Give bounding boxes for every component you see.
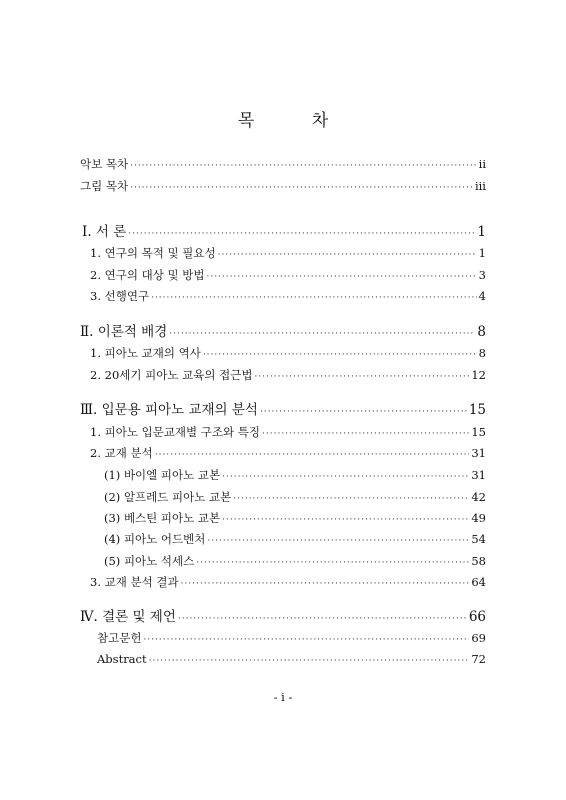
toc-entry-score-list [80, 156, 486, 172]
page-number: - i - [273, 690, 293, 704]
toc-section-page: 31 [471, 446, 486, 460]
toc-title: 목 차 [237, 111, 355, 131]
toc-section-page: 3 [478, 268, 486, 282]
dot-leader [206, 272, 476, 282]
toc-section-label: 3. 교재 분석 결과 [90, 575, 179, 589]
toc-entry-figure-list [80, 178, 486, 194]
toc-subsection [104, 553, 486, 569]
toc-chapter-3 [80, 398, 486, 418]
toc-section-page: 1 [478, 246, 486, 260]
toc-subsection-label: (1) 바이엘 피아노 교본 [104, 468, 221, 482]
dot-leader [222, 515, 469, 525]
toc-chapter-page: 15 [468, 402, 486, 418]
toc-chapter-label: Ⅳ. 결론 및 제언 [80, 609, 176, 625]
toc-section-page: 64 [471, 575, 486, 589]
toc-entry-label: 악보 목차 [80, 157, 129, 171]
toc-chapter-1 [82, 220, 486, 240]
toc-subsection-page: 49 [471, 511, 486, 525]
toc-section-page: 4 [478, 289, 486, 303]
toc-subsection [104, 531, 486, 547]
toc-chapter-label: Ⅱ. 이론적 배경 [80, 324, 168, 340]
dot-leader [151, 293, 477, 303]
toc-section-page: 72 [471, 652, 486, 666]
toc-section-label: 2. 20세기 피아노 교육의 접근법 [90, 368, 253, 382]
toc-subsection [104, 467, 486, 483]
toc-chapter-page: 1 [477, 224, 486, 240]
toc-subsection-label: (2) 알프레드 피아노 교본 [104, 490, 232, 504]
toc-section-label: 1. 피아노 교재의 역사 [90, 346, 201, 360]
toc-section-references [97, 630, 486, 646]
dot-leader [149, 656, 470, 666]
dot-leader [196, 558, 469, 568]
toc-chapter-4 [80, 605, 486, 625]
toc-subsection [104, 510, 486, 526]
toc-entry-label: 그림 목차 [80, 179, 129, 193]
dot-leader [260, 407, 467, 417]
dot-leader [130, 183, 473, 193]
toc-section [90, 245, 486, 261]
toc-section [90, 445, 486, 461]
toc-section [90, 574, 486, 590]
toc-chapter-label: Ⅲ. 입문용 피아노 교재의 분석 [80, 402, 258, 418]
toc-section [90, 424, 486, 440]
toc-section-label: Abstract [97, 652, 147, 666]
dot-leader [218, 250, 477, 260]
toc-section-label: 참고문헌 [97, 631, 142, 645]
toc-section-label: 1. 연구의 목적 및 필요성 [90, 246, 216, 260]
toc-subsection-page: 31 [471, 468, 486, 482]
toc-subsection-page: 58 [471, 554, 486, 568]
dot-leader [128, 229, 475, 239]
dot-leader [254, 372, 469, 382]
toc-subsection-label: (3) 베스틴 피아노 교본 [104, 511, 221, 525]
dot-leader [233, 494, 469, 504]
toc-section [90, 345, 486, 361]
dot-leader [155, 450, 470, 460]
toc-chapter-2 [80, 320, 486, 340]
toc-section-page: 8 [478, 346, 486, 360]
toc-section [90, 367, 486, 383]
dot-leader [169, 329, 475, 339]
toc-chapter-label: Ⅰ. 서 론 [82, 224, 127, 240]
dot-leader [222, 472, 469, 482]
toc-subsection-page: 42 [471, 490, 486, 504]
dot-leader [207, 536, 469, 546]
toc-section-label: 1. 피아노 입문교재별 구조와 특징 [90, 425, 261, 439]
toc-subsection-page: 54 [471, 532, 486, 546]
dot-leader [181, 579, 470, 589]
toc-section-abstract [97, 652, 486, 666]
toc-section-label: 3. 선행연구 [90, 289, 150, 303]
toc-section [90, 288, 486, 304]
dot-leader [178, 614, 467, 624]
toc-subsection [104, 489, 486, 505]
toc-section-label: 2. 교재 분석 [90, 446, 153, 460]
dot-leader [262, 429, 469, 439]
toc-entry-page: ii [478, 157, 486, 171]
toc-subsection-label: (4) 피아노 어드벤처 [104, 532, 206, 546]
toc-section-page: 12 [471, 368, 486, 382]
toc-entry-page: iii [474, 179, 486, 193]
dot-leader [143, 635, 469, 645]
toc-section-page: 15 [471, 425, 486, 439]
toc-section [90, 267, 486, 283]
dot-leader [130, 161, 477, 171]
toc-section-label: 2. 연구의 대상 및 방법 [90, 268, 205, 282]
toc-subsection-label: (5) 피아노 석세스 [104, 554, 195, 568]
toc-chapter-page: 66 [468, 609, 486, 625]
dot-leader [203, 350, 477, 360]
toc-chapter-page: 8 [477, 324, 486, 340]
toc-section-page: 69 [471, 631, 486, 645]
